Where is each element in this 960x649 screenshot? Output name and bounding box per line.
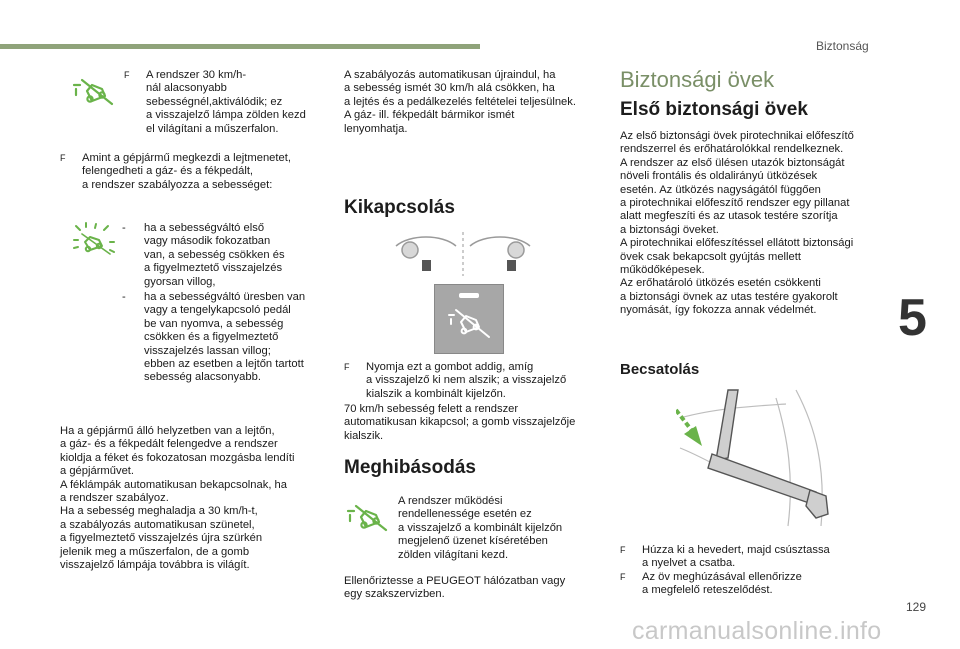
chapter-number: 5	[898, 289, 927, 347]
col3-bullet-check-lock: Az öv meghúzásával ellenőrizze a megfelelő reteszelődést.	[642, 571, 802, 597]
bullet-marker: F	[620, 572, 626, 582]
col2-paragraph-restart: A szabályozás automatikusan újraindul, ha a sebesség ismét 30 km/h alá csökken, ha a lejtés és a pedálkezelés feltételei teljesülnek. A gáz- ill. fékpedált bármikor ismét lenyomhatja.	[344, 69, 576, 135]
hill-descent-icon	[447, 305, 493, 343]
col1-paragraph-activation: A rendszer 30 km/h- nál alacsonyabb sebességnél,aktiválódik; ez a visszajelző lámpa zölden kezd el világítani a műszerfalon.	[146, 69, 306, 135]
page-title: Biztonsági övek	[620, 67, 775, 92]
heading-deactivation: Kikapcsolás	[344, 197, 455, 218]
section-label: Biztonság	[816, 39, 869, 53]
bullet-marker: F	[620, 545, 626, 555]
steering-wheels-diagram	[390, 232, 536, 276]
col2-paragraph-auto-off: 70 km/h sebesség felett a rendszer automatikusan kikapcsol; a gomb visszajelzője kialszik.	[344, 403, 576, 442]
hill-descent-blinking-icon	[72, 222, 116, 258]
button-led-indicator	[459, 293, 479, 298]
col2-paragraph-malfunction: A rendszer működési rendellenessége esetén ez a visszajelző a kombinált kijelzőn megjelenő üzenet kíséretében zölden világítani kezd.	[398, 495, 563, 561]
heading-malfunction: Meghibásodás	[344, 457, 476, 478]
header-accent-bar	[0, 44, 480, 49]
bullet-marker: F	[124, 70, 130, 80]
col2-paragraph-press-button: Nyomja ezt a gombot addig, amíg a visszajelző ki nem alszik; a visszajelző kialszik a kombinált kijelzőn.	[366, 361, 567, 400]
hill-descent-icon	[72, 76, 116, 108]
col2-paragraph-dealer: Ellenőriztesse a PEUGEOT hálózatban vagy egy szakszervizben.	[344, 575, 566, 601]
col1-dash-item-2: ha a sebességváltó üresben van vagy a tengelykapcsoló pedál be van nyomva, a sebesség csökken és a figyelmeztető visszajelzés lassan villog; ebben az esetben a lejtőn tartott sebesség alacsonyabb.	[144, 291, 306, 384]
bullet-marker: F	[344, 362, 350, 372]
hdc-button-image	[434, 284, 504, 354]
col3-paragraph-pretensioner: Az első biztonsági övek pirotechnikai előfeszítő rendszerrel és erőhatárolókkal rendelkeznek. A rendszer az első ülésen utazók biztonságát növeli frontális és oldalirányú ütközések esetén. Az ütközés nagyságától függően a pirotechnikai előfeszítő rendszer egy pillanat alatt megfeszíti és az utasok testére szorítja a biztonsági öveket. A pirotechnikai előfeszítéssel ellátott biztonsági övek csak bekapcsolt gyújtás mellett működőképesek. Az erőhatároló ütközés esetén csökkenti a biztonsági övnek az utas testére gyakorolt nyomását, így fokozza annak védelmét.	[620, 130, 854, 317]
page-number: 129	[906, 600, 927, 614]
bullet-marker: F	[60, 153, 66, 163]
dash-marker: -	[122, 291, 126, 303]
col3-bullet-pull-belt: Húzza ki a hevedert, majd csúsztassa a nyelvet a csatba.	[642, 544, 830, 570]
watermark: carmanualsonline.info	[632, 617, 882, 645]
hill-descent-icon	[346, 502, 390, 534]
seatbelt-illustration	[676, 388, 842, 530]
col1-paragraph-descent: Amint a gépjármű megkezdi a lejtmenetet, felengedheti a gáz- és a fékpedált, a rendszer szabályozza a sebességet:	[82, 152, 291, 191]
col1-dash-item-1: ha a sebességváltó első vagy második fokozatban van, a sebesség csökken és a figyelmeztető visszajelzés gyorsan villog,	[144, 222, 285, 288]
heading-front-seatbelts: Első biztonsági övek	[620, 99, 808, 120]
col1-paragraph-standstill: Ha a gépjármű álló helyzetben van a lejtőn, a gáz- és a fékpedált felengedve a rendszer kioldja a féket és fokozatosan mozgásba lendíti a gépjárművet. A féklámpák automatikusan bekapcsolnak, ha a rendszer szabályoz. Ha a sebesség meghaladja a 30 km/h-t, a szabályozás automatikusan szünetel, a figyelmeztető visszajelzés újra szürkén jelenik meg a műszerfalon, de a gomb visszajelző lámpája továbbra is világít.	[60, 425, 295, 572]
heading-fastening: Becsatolás	[620, 361, 700, 378]
dash-marker: -	[122, 222, 126, 234]
